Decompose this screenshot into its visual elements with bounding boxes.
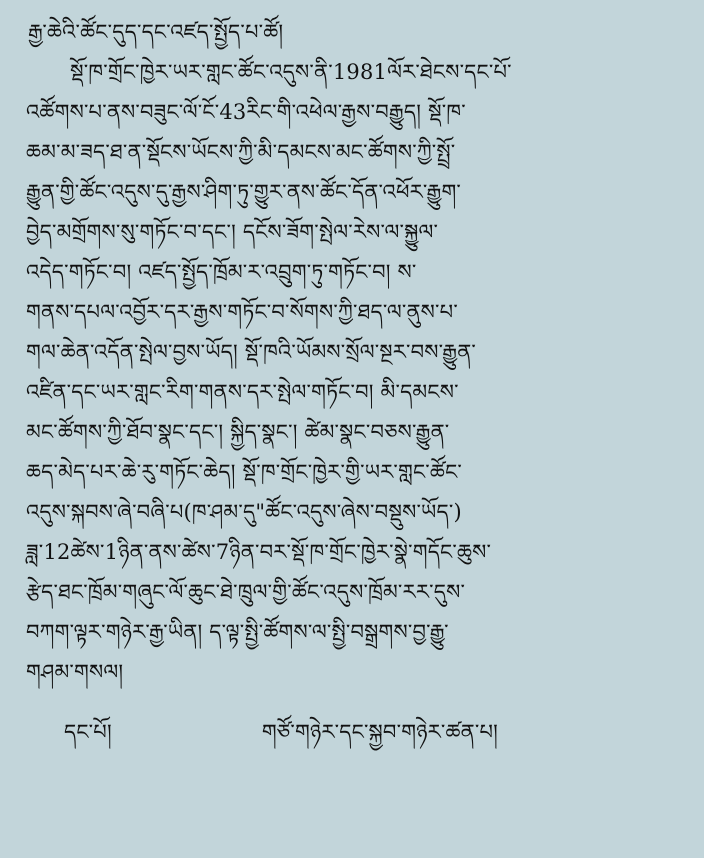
paragraph-line-15: བཀག་ལྟར་གཉེར་རྒྱ་ཡིན། ད་ལྟ་སྤྱི་ཚོགས་ལ་སྤྱི་བསྒྲགས་བྱ་རྒྱུ་ [26, 620, 449, 644]
paragraph-line-5: བྱེད་མགྲོགས་སུ་གཏོང་བ་དང་། དངོས་ཟོག་སྤེལ་རེས་ལ་སྐྱུལ་ [26, 220, 439, 244]
paragraph-line-10: མང་ཚོགས་ཀྱི་ཐོབ་སྣང་དང་། སྐྱིད་སྣང་། ཚེམ་སྣང་བཅས་རྒྱུན་ [26, 420, 450, 444]
paragraph-line-3: ཆམ་མ་ཟད་ཐ་ན་སྡོངས་ཡོངས་ཀྱི་མི་དམངས་མང་ཚོགས་ཀྱི་སྤྲོ་ [26, 140, 456, 164]
paragraph-line-12: འདུས་སྐབས་ཞེ་བཞི་པ(ཁ་ཤམ་དུ"ཚོང་འདུས་ཞེས་བསྡུས་ཡོད་) [26, 500, 462, 524]
paragraph-line-2: འཚོགས་པ་ནས་བཟུང་ལོ་ངོ་43རིང་གི་འཕེལ་རྒྱས་བརྒྱུད། སྡོ་ཁ་ [26, 100, 466, 124]
paragraph-line-13: ཟླ་12ཚེས་1ཉིན་ནས་ཚེས་7ཉིན་བར་སྡོ་ཁ་གྲོང་ཁྱེར་སྣེ་གདོང་ཆུས་ [26, 540, 492, 564]
paragraph-line-6: འདེད་གཏོང་བ། འཛད་སྤྱོད་ཁྲོམ་ར་འབྲུག་ཏུ་གཏོང་བ། ས་ [26, 260, 417, 284]
paragraph-line-11: ཆད་མེད་པར་ཆེ་རུ་གཏོང་ཆེད། སྡོ་ཁ་གྲོང་ཁྱེར་གྱི་ཡར་གླང་ཚོང་ [26, 460, 462, 484]
paragraph-line-7: གནས་དཔལ་འབྱོར་དར་རྒྱས་གཏོང་བ་སོགས་ཀྱི་ཐད་ལ་ནུས་པ་ [26, 300, 458, 324]
subheading-title: གཙོ་གཉེར་དང་སྐྱབ་གཉེར་ཚན་པ། [261, 720, 499, 744]
section-subheading [0, 712, 704, 752]
paragraph-line-14: རྩེད་ཐང་ཁྲོམ་གཞུང་ལོ་ཆུང་ཐེ་ཁྲུལ་གྱི་ཚོང་འདུས་ཁྲོམ་རར་དུས་ [26, 580, 466, 604]
paragraph-line-8: གལ་ཆེན་འདོན་སྤེལ་བྱས་ཡོད། སྡོ་ཁའི་ཡོམས་སྲོལ་སྔར་བས་རྒྱུན་ [26, 340, 477, 364]
paragraph-line-16: གཤམ་གསལ། [26, 660, 124, 684]
paragraph-line-9: འཛིན་དང་ཡར་གླང་རིག་གནས་དར་སྤེལ་གཏོང་བ། མི་དམངས་ [26, 380, 459, 404]
document-title: རྒྱ་ཆེའི་ཚོང་དུད་དང་འཛད་སྤྱོད་པ་ཚོ། [28, 20, 284, 44]
subheading-number: དང་པོ། [64, 720, 112, 744]
paragraph-line-4: རྒྱུན་གྱི་ཚོང་འདུས་དུ་རྒྱས་ཤིག་ཏུ་གྱུར་ནས་ཚོང་དོན་འཕོར་རྒྱུག་ [26, 180, 462, 204]
paragraph-line-1: སྡོ་ཁ་གྲོང་ཁྱེར་ཡར་གླང་ཚོང་འདུས་ནི་1981ལོར་ཐེངས་དང་པོ་ [70, 60, 512, 84]
